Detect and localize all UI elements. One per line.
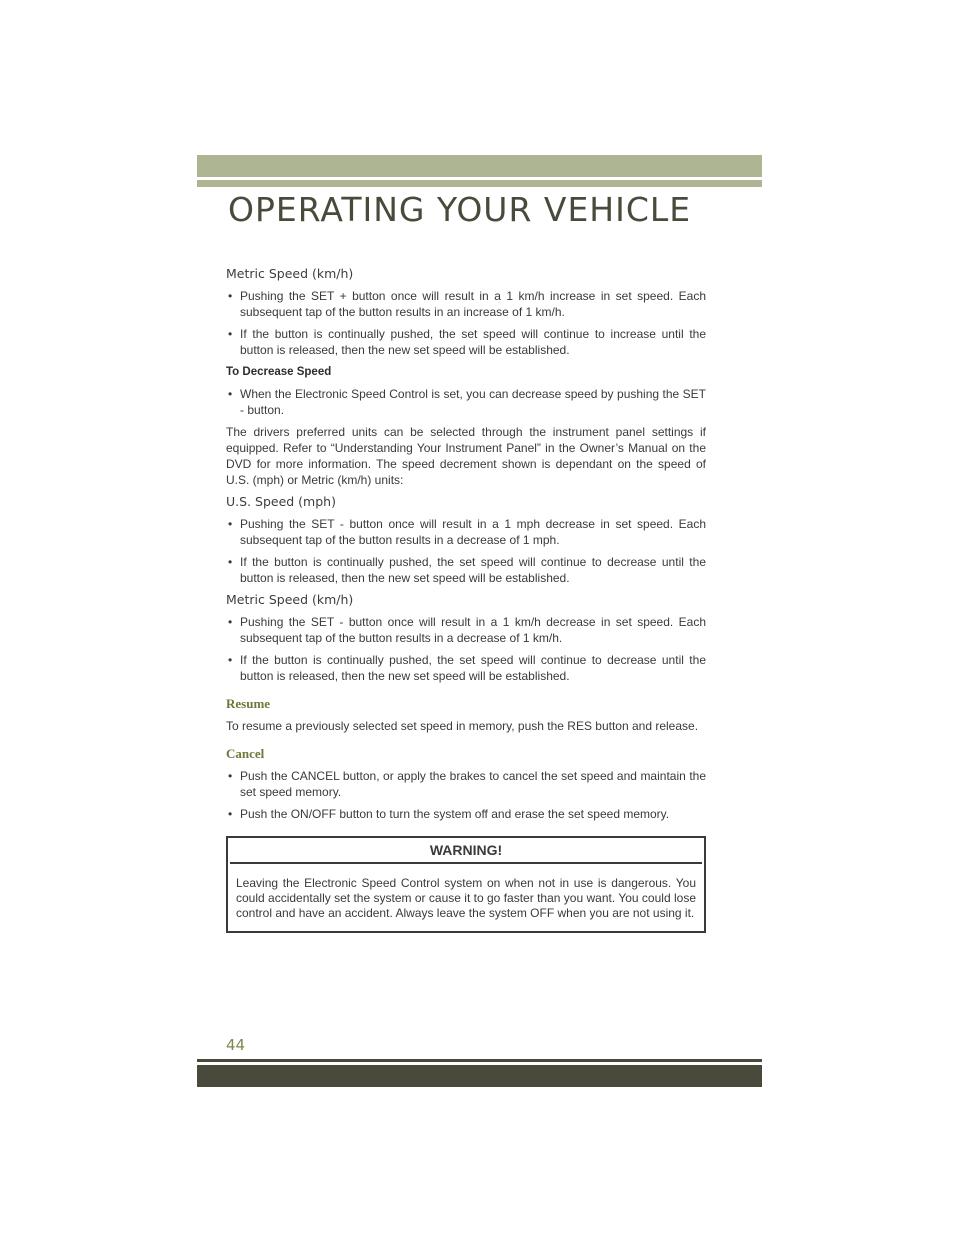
decrease-heading: To Decrease Speed [226, 366, 332, 378]
list-item: • If the button is continually pushed, the set speed will continue to decrease until the button is released, then the new set speed will be established. [226, 652, 706, 684]
page-content [226, 266, 706, 933]
us-decrease-heading: U.S. Speed (mph) [226, 494, 336, 509]
page-number: 44 [226, 1036, 246, 1054]
metric-decrease-heading: Metric Speed (km/h) [226, 592, 354, 607]
footer-band-line [197, 1059, 762, 1062]
decrease-list [226, 386, 706, 418]
list-item: • If the button is continually pushed, the set speed will continue to increase until the button is released, then the new set speed will be established. [226, 326, 706, 358]
header-band [197, 155, 762, 177]
list-item: • Pushing the SET - button once will result in a 1 mph decrease in set speed. Each subsequent tap of the button results in a decrease of 1 mph. [226, 516, 706, 548]
footer-band [197, 1065, 762, 1087]
warning-text: Leaving the Electronic Speed Control system on when not in use is dangerous. You could accidentally set the system or cause it to go faster than you want. You could lose control and have an accident. Always leave the system OFF when you are not using it. [236, 876, 696, 920]
warning-title: WARNING! [429, 842, 503, 858]
resume-paragraph: To resume a previously selected set speed in memory, push the RES button and release. [226, 719, 699, 733]
list-item: • If the button is continually pushed, the set speed will continue to decrease until the button is released, then the new set speed will be established. [226, 554, 706, 586]
metric-increase-list [226, 288, 706, 358]
metric-increase-heading: Metric Speed (km/h) [226, 266, 354, 281]
list-item: • Push the ON/OFF button to turn the system off and erase the set speed memory. [226, 806, 706, 822]
resume-heading: Resume [226, 696, 271, 711]
list-item: • When the Electronic Speed Control is set, you can decrease speed by pushing the SET - button. [226, 386, 706, 418]
list-item: • Pushing the SET + button once will result in a 1 km/h increase in set speed. Each subsequent tap of the button results in an increase of 1 km/h. [226, 288, 706, 320]
section-title: OPERATING YOUR VEHICLE [228, 190, 692, 229]
header-band-line [197, 180, 762, 187]
units-paragraph: The drivers preferred units can be selected through the instrument panel settings if equipped. Refer to “Understanding Your Instrument Panel” in the Owner’s Manual on the DVD for more information. The speed decrement shown is dependant on the speed of U.S. (mph) or Metric (km/h) units: [226, 425, 706, 487]
list-item: • Pushing the SET - button once will result in a 1 km/h decrease in set speed. Each subsequent tap of the button results in a decrease of 1 km/h. [226, 614, 706, 646]
list-item: • Push the CANCEL button, or apply the brakes to cancel the set speed and maintain the set speed memory. [226, 768, 706, 800]
metric-decrease-list [226, 614, 706, 684]
us-decrease-list [226, 516, 706, 586]
cancel-heading: Cancel [226, 746, 265, 761]
cancel-list [226, 768, 706, 822]
warning-box [226, 836, 706, 933]
